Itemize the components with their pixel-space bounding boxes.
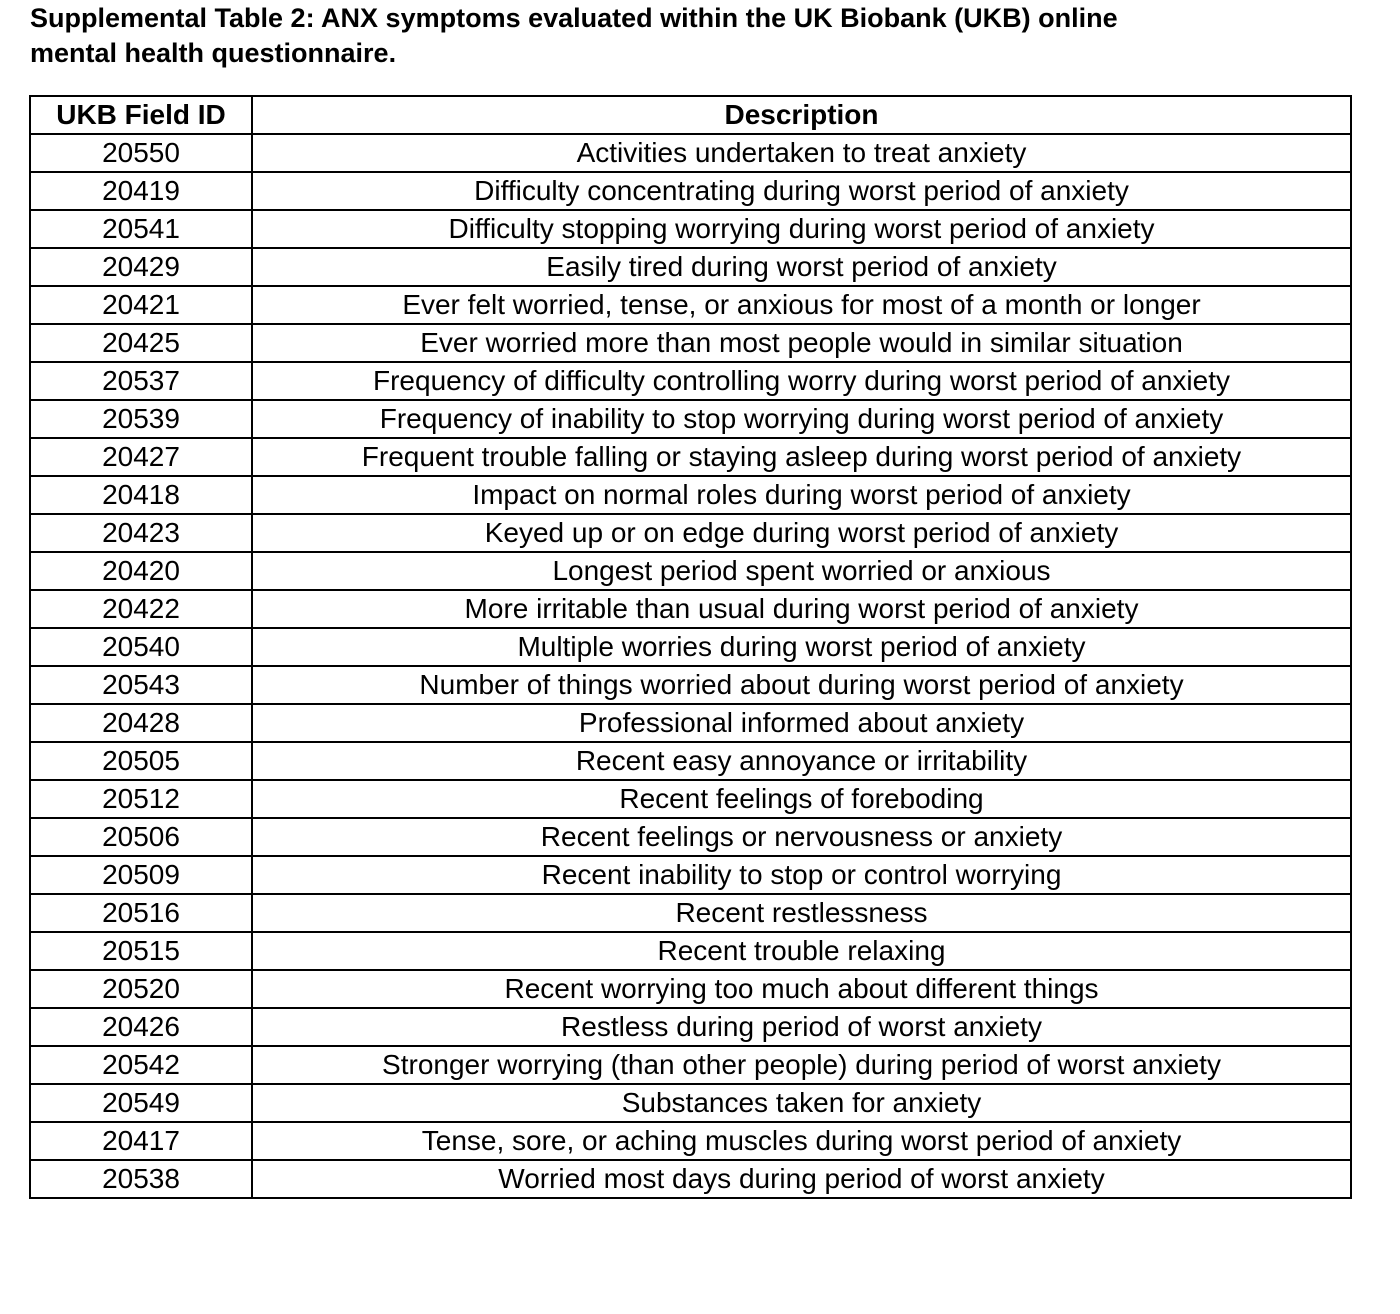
table-row (30, 1046, 1351, 1084)
field-id-cell: 20422 (30, 590, 252, 628)
description-cell: Difficulty stopping worrying during worst period of anxiety (252, 210, 1351, 248)
field-id-cell: 20509 (30, 856, 252, 894)
description-cell: Frequent trouble falling or staying asleep during worst period of anxiety (252, 438, 1351, 476)
table-row (30, 970, 1351, 1008)
field-id-cell: 20505 (30, 742, 252, 780)
description-cell: Worried most days during period of worst anxiety (252, 1160, 1351, 1198)
table-row (30, 476, 1351, 514)
description-cell: Activities undertaken to treat anxiety (252, 134, 1351, 172)
table-row (30, 856, 1351, 894)
caption-line-1: Supplemental Table 2: ANX symptoms evaluated within the UK Biobank (UKB) online (30, 3, 1118, 33)
description-cell: Recent worrying too much about different things (252, 970, 1351, 1008)
description-cell: More irritable than usual during worst period of anxiety (252, 590, 1351, 628)
field-id-cell: 20506 (30, 818, 252, 856)
field-id-cell: 20420 (30, 552, 252, 590)
field-id-cell: 20538 (30, 1160, 252, 1198)
description-cell: Difficulty concentrating during worst period of anxiety (252, 172, 1351, 210)
field-id-cell: 20540 (30, 628, 252, 666)
field-id-cell: 20542 (30, 1046, 252, 1084)
table-row (30, 666, 1351, 704)
table-row (30, 1160, 1351, 1198)
table-row (30, 894, 1351, 932)
description-cell: Easily tired during worst period of anxiety (252, 248, 1351, 286)
field-id-cell: 20421 (30, 286, 252, 324)
table-row (30, 514, 1351, 552)
description-cell: Recent trouble relaxing (252, 932, 1351, 970)
description-cell: Impact on normal roles during worst period of anxiety (252, 476, 1351, 514)
description-cell: Frequency of inability to stop worrying during worst period of anxiety (252, 400, 1351, 438)
field-id-cell: 20423 (30, 514, 252, 552)
table-row (30, 704, 1351, 742)
table-row (30, 134, 1351, 172)
table-row (30, 248, 1351, 286)
description-cell: Recent feelings of foreboding (252, 780, 1351, 818)
header-row (30, 96, 1351, 134)
table-row (30, 438, 1351, 476)
field-id-cell: 20537 (30, 362, 252, 400)
table-row (30, 172, 1351, 210)
field-id-cell: 20417 (30, 1122, 252, 1160)
field-id-cell: 20520 (30, 970, 252, 1008)
field-id-cell: 20541 (30, 210, 252, 248)
table-row (30, 210, 1351, 248)
description-cell: Ever felt worried, tense, or anxious for most of a month or longer (252, 286, 1351, 324)
field-id-cell: 20516 (30, 894, 252, 932)
field-id-cell: 20427 (30, 438, 252, 476)
table-row (30, 780, 1351, 818)
table-row (30, 1122, 1351, 1160)
table-row (30, 1084, 1351, 1122)
description-cell: Longest period spent worried or anxious (252, 552, 1351, 590)
field-id-cell: 20419 (30, 172, 252, 210)
field-id-cell: 20543 (30, 666, 252, 704)
description-cell: Stronger worrying (than other people) during period of worst anxiety (252, 1046, 1351, 1084)
table-row (30, 400, 1351, 438)
description-cell: Number of things worried about during worst period of anxiety (252, 666, 1351, 704)
description-cell: Frequency of difficulty controlling worry during worst period of anxiety (252, 362, 1351, 400)
field-id-cell: 20425 (30, 324, 252, 362)
field-id-cell: 20550 (30, 134, 252, 172)
table-row (30, 742, 1351, 780)
table-row (30, 552, 1351, 590)
field-id-cell: 20515 (30, 932, 252, 970)
field-id-cell: 20512 (30, 780, 252, 818)
description-cell: Keyed up or on edge during worst period of anxiety (252, 514, 1351, 552)
description-cell: Recent restlessness (252, 894, 1351, 932)
description-cell: Recent easy annoyance or irritability (252, 742, 1351, 780)
table-row (30, 1008, 1351, 1046)
field-id-cell: 20426 (30, 1008, 252, 1046)
table-row (30, 818, 1351, 856)
caption-line-2: mental health questionnaire. (30, 38, 397, 68)
anx-symptoms-table (29, 95, 1352, 1199)
description-cell: Professional informed about anxiety (252, 704, 1351, 742)
header-field-id: UKB Field ID (30, 96, 252, 134)
description-cell: Substances taken for anxiety (252, 1084, 1351, 1122)
description-cell: Restless during period of worst anxiety (252, 1008, 1351, 1046)
field-id-cell: 20539 (30, 400, 252, 438)
field-id-cell: 20549 (30, 1084, 252, 1122)
table-row (30, 590, 1351, 628)
description-cell: Multiple worries during worst period of anxiety (252, 628, 1351, 666)
table-row (30, 324, 1351, 362)
header-description: Description (252, 96, 1351, 134)
field-id-cell: 20429 (30, 248, 252, 286)
description-cell: Tense, sore, or aching muscles during worst period of anxiety (252, 1122, 1351, 1160)
table-caption (30, 1, 1330, 71)
table-row (30, 628, 1351, 666)
table-row (30, 362, 1351, 400)
field-id-cell: 20428 (30, 704, 252, 742)
table-row (30, 286, 1351, 324)
description-cell: Recent inability to stop or control worrying (252, 856, 1351, 894)
table-row (30, 932, 1351, 970)
field-id-cell: 20418 (30, 476, 252, 514)
description-cell: Ever worried more than most people would in similar situation (252, 324, 1351, 362)
description-cell: Recent feelings or nervousness or anxiety (252, 818, 1351, 856)
